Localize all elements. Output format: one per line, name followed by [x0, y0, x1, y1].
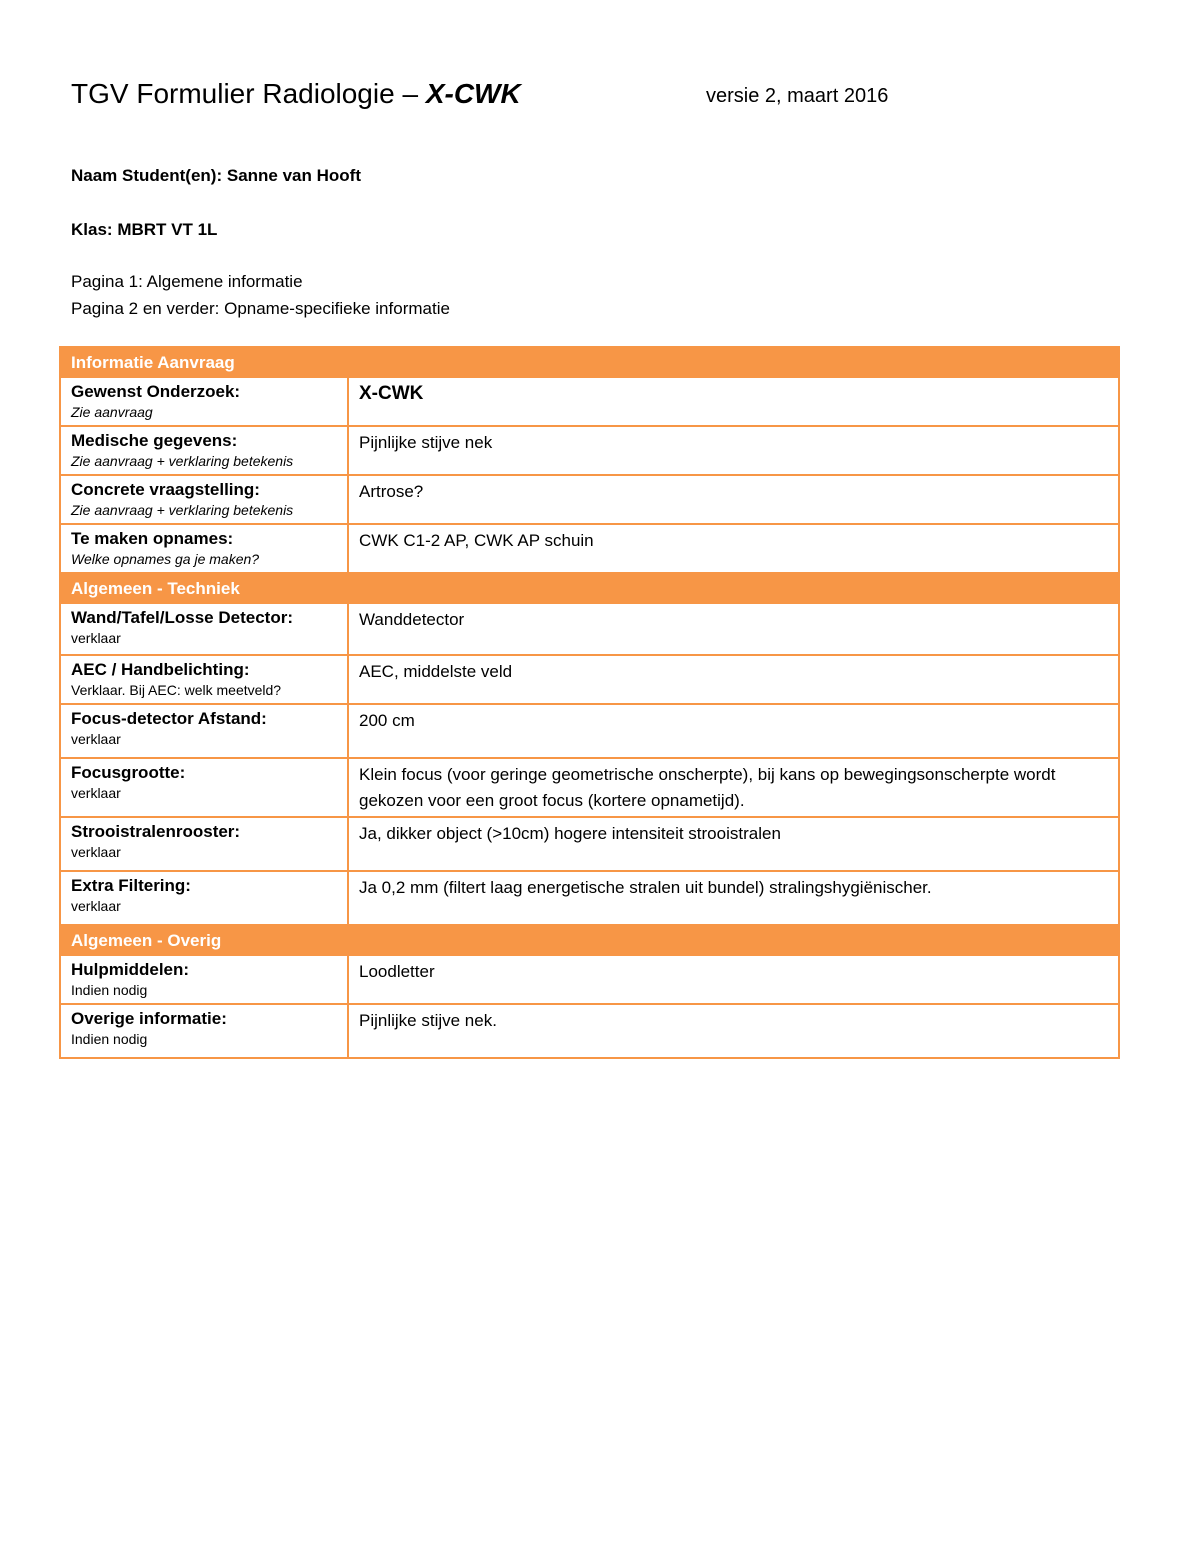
document-title — [71, 76, 521, 112]
form-row-hulpmiddelen — [60, 955, 1119, 1004]
row-hint: Zie aanvraag + verklaring betekenis — [71, 502, 294, 518]
row-value-cell[interactable] — [348, 655, 1119, 704]
row-hint: verklaar — [71, 785, 121, 801]
row-value-cell[interactable] — [348, 871, 1119, 925]
row-value: Artrose? — [359, 482, 424, 501]
row-label-cell — [60, 603, 348, 655]
row-label: Focusgrootte: — [71, 763, 186, 782]
row-label-cell — [60, 955, 348, 1004]
row-label-cell — [60, 758, 348, 817]
row-label-cell — [60, 704, 348, 758]
form-row-gewenst-onderzoek — [60, 377, 1119, 426]
row-hint: Zie aanvraag — [71, 404, 153, 420]
form-row-aec-handbelichting — [60, 655, 1119, 704]
form-row-te-maken-opnames — [60, 524, 1119, 573]
row-value-cell[interactable] — [348, 426, 1119, 475]
row-value: Loodletter — [359, 962, 435, 981]
row-hint: verklaar — [71, 731, 121, 747]
row-label-cell — [60, 377, 348, 426]
section-title: Algemeen - Techniek — [60, 573, 1119, 603]
row-label: Focus-detector Afstand: — [71, 709, 267, 728]
form-row-medische-gegevens — [60, 426, 1119, 475]
row-label: Te maken opnames: — [71, 529, 234, 548]
klas-value: MBRT VT 1L — [117, 220, 218, 239]
row-label: Extra Filtering: — [71, 876, 191, 895]
klas-label: Klas: — [71, 220, 113, 239]
form-row-concrete-vraagstelling — [60, 475, 1119, 524]
row-label: Medische gegevens: — [71, 431, 238, 450]
row-value-cell[interactable] — [348, 817, 1119, 871]
form-row-detector — [60, 603, 1119, 655]
row-label-cell — [60, 475, 348, 524]
row-label: Gewenst Onderzoek: — [71, 382, 241, 401]
row-value: AEC, middelste veld — [359, 662, 513, 681]
row-value: Pijnlijke stijve nek — [359, 433, 493, 452]
student-value: Sanne van Hooft — [226, 166, 361, 185]
radiology-form-table — [59, 346, 1120, 1059]
row-value: 200 cm — [359, 711, 415, 730]
row-value-cell[interactable] — [348, 377, 1119, 426]
form-row-extra-filtering — [60, 871, 1119, 925]
row-value-cell[interactable] — [348, 524, 1119, 573]
section-algemeen-overig — [60, 925, 1119, 955]
row-value-cell[interactable] — [348, 475, 1119, 524]
row-hint: Zie aanvraag + verklaring betekenis — [71, 453, 294, 469]
row-label-cell — [60, 1004, 348, 1058]
form-row-strooistralenrooster — [60, 817, 1119, 871]
row-value: Ja 0,2 mm (filtert laag energetische stralen uit bundel) stralingshygiënischer. — [359, 878, 932, 897]
row-label-cell — [60, 524, 348, 573]
row-value: Klein focus (voor geringe geometrische onscherpte), bij kans op bewegingsonscherpte wordt gekozen voor een groot focus (kortere opnametijd). — [359, 765, 1056, 810]
row-value: CWK C1-2 AP, CWK AP schuin — [359, 531, 594, 550]
row-label-cell — [60, 871, 348, 925]
row-value-cell[interactable] — [348, 603, 1119, 655]
page-1-info: Pagina 1: Algemene informatie — [71, 272, 303, 291]
student-label: Naam Student(en): — [71, 166, 223, 185]
row-hint: verklaar — [71, 898, 121, 914]
form-row-focusgrootte — [60, 758, 1119, 817]
row-hint: verklaar — [71, 630, 121, 646]
row-label: Overige informatie: — [71, 1009, 227, 1028]
title-prefix: TGV Formulier Radiologie – — [71, 78, 426, 109]
row-hint: verklaar — [71, 844, 121, 860]
row-hint: Welke opnames ga je maken? — [71, 551, 260, 567]
form-row-focus-detector-afstand — [60, 704, 1119, 758]
row-label: AEC / Handbelichting: — [71, 660, 250, 679]
document-header — [71, 76, 1111, 116]
row-label-cell — [60, 817, 348, 871]
klas-line — [71, 219, 217, 241]
row-label: Concrete vraagstelling: — [71, 480, 260, 499]
row-label: Wand/Tafel/Losse Detector: — [71, 608, 293, 627]
row-label: Strooistralenrooster: — [71, 822, 241, 841]
row-value-cell[interactable] — [348, 955, 1119, 1004]
row-hint: Indien nodig — [71, 1031, 148, 1047]
section-algemeen-techniek — [60, 573, 1119, 603]
row-value-cell[interactable] — [348, 704, 1119, 758]
row-value: X-CWK — [359, 383, 424, 404]
row-value-cell[interactable] — [348, 1004, 1119, 1058]
section-title: Algemeen - Overig — [60, 925, 1119, 955]
row-hint: Verklaar. Bij AEC: welk meetveld? — [71, 682, 282, 698]
section-informatie-aanvraag — [60, 347, 1119, 377]
row-value-cell[interactable] — [348, 758, 1119, 817]
row-value: Wanddetector — [359, 610, 465, 629]
row-label-cell — [60, 655, 348, 704]
row-value: Pijnlijke stijve nek. — [359, 1011, 497, 1030]
row-hint: Indien nodig — [71, 982, 148, 998]
row-value: Ja, dikker object (>10cm) hogere intensiteit strooistralen — [359, 824, 781, 843]
title-exam-code: X-CWK — [425, 78, 521, 109]
version-label: versie 2, maart 2016 — [706, 85, 889, 107]
student-line — [71, 165, 361, 187]
section-title: Informatie Aanvraag — [60, 347, 1119, 377]
page-2-info: Pagina 2 en verder: Opname-specifieke informatie — [71, 299, 450, 318]
form-row-overige-informatie — [60, 1004, 1119, 1058]
row-label-cell — [60, 426, 348, 475]
row-label: Hulpmiddelen: — [71, 960, 190, 979]
